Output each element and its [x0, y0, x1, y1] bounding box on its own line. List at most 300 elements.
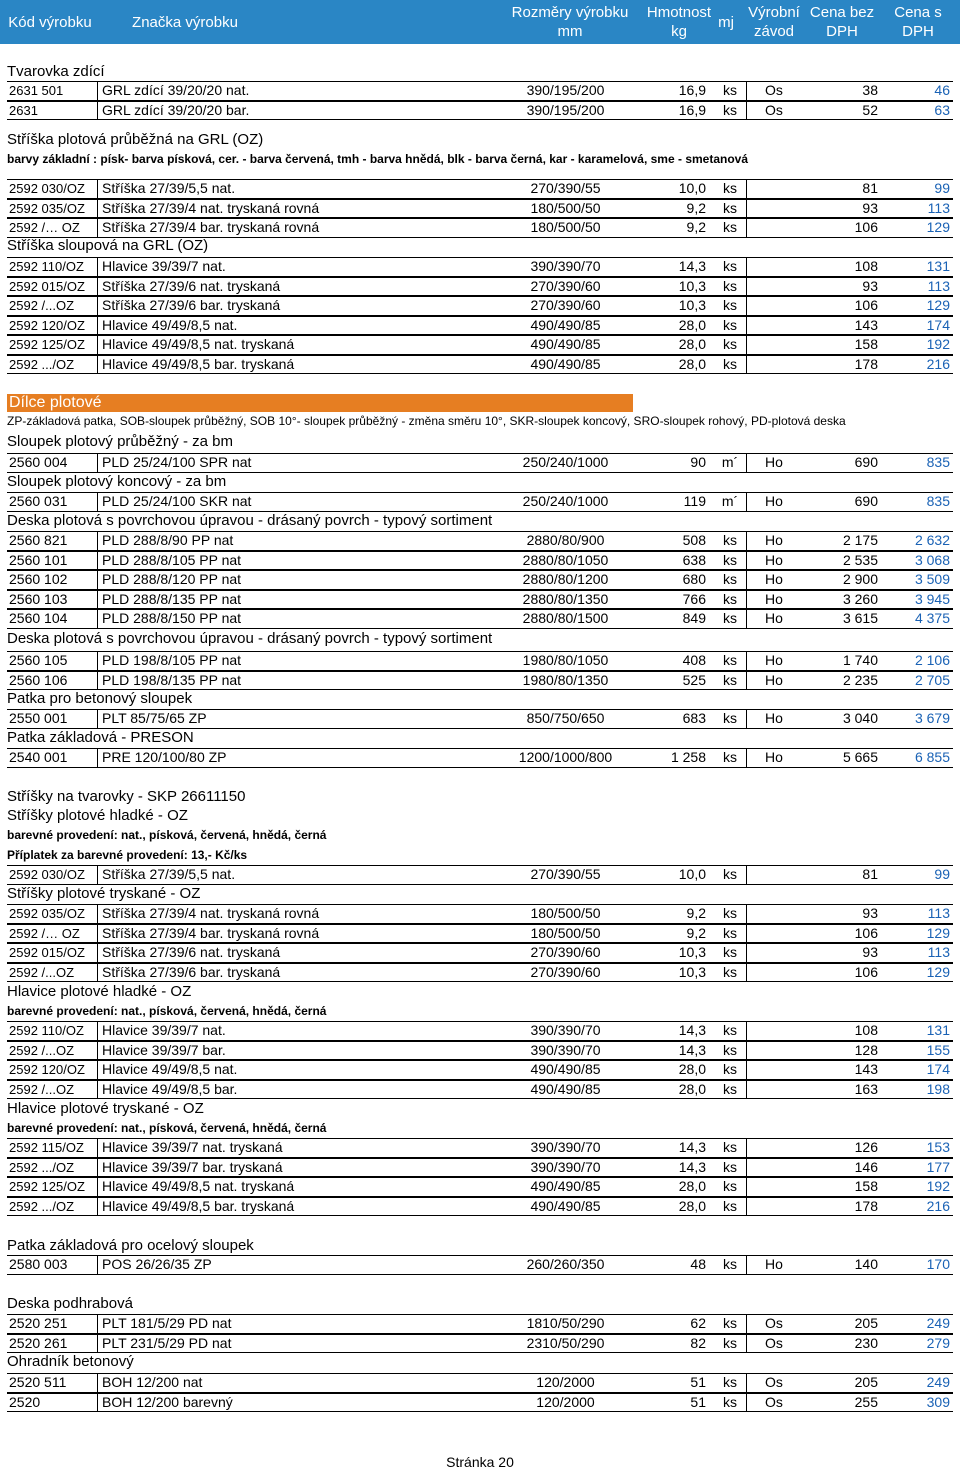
cell-price-vat: 131	[926, 258, 950, 274]
cell-price-vat: 249	[926, 1374, 950, 1390]
table-row	[0, 1177, 960, 1197]
cell-dim: 2880/80/1050	[522, 551, 609, 568]
table-row	[0, 671, 960, 691]
header-label: Cena bez	[809, 4, 875, 21]
cell-code: 2560 106	[9, 671, 68, 688]
table-header	[0, 0, 960, 44]
cell-weight: 849	[682, 610, 706, 626]
group-heading: Patka základová - PRESON	[7, 729, 194, 746]
cell-name: Hlavice 39/39/7 nat.	[102, 258, 226, 274]
cell-plant	[741, 218, 807, 238]
cell-name: GRL zdící 39/20/20 bar.	[102, 101, 250, 118]
cell-price-vat: 2 106	[914, 652, 950, 668]
cell-name: PLT 85/75/65 ZP	[102, 710, 207, 726]
cell-weight: 10,3	[678, 944, 706, 960]
cell-dim: 250/240/1000	[522, 493, 609, 509]
cell-plant: Os	[765, 101, 783, 118]
cell-plant: Ho	[765, 454, 783, 470]
cell-price-vat: 6 855	[914, 749, 950, 765]
cell-plant: Os	[765, 1315, 783, 1331]
group-heading: Ohradník betonový	[7, 1353, 134, 1370]
cell-price: 230	[854, 1334, 878, 1351]
header-label: mj	[718, 13, 734, 31]
cell-unit: ks	[723, 82, 737, 98]
table-row	[0, 570, 960, 590]
cell-price: 255	[854, 1393, 878, 1410]
table-row	[0, 179, 960, 199]
group-heading: Deska podhrabová	[7, 1295, 133, 1312]
cell-name: Hlavice 49/49/8,5 bar.	[102, 1080, 238, 1097]
cell-plant	[741, 199, 807, 219]
table-row	[0, 277, 960, 297]
table-row	[0, 257, 960, 277]
cell-divider	[97, 609, 98, 629]
cell-plant	[741, 1080, 807, 1100]
cell-plant	[741, 179, 807, 199]
cell-dim: 490/490/85	[530, 1080, 601, 1097]
cell-code: 2592 .../OZ	[9, 1159, 75, 1175]
cell-price: 81	[862, 866, 878, 882]
cell-weight: 14,3	[678, 1158, 706, 1175]
cell-name: Stříška 27/39/6 nat. tryskaná	[102, 944, 281, 960]
cell-code: 2592 015/OZ	[9, 278, 85, 294]
table-row	[0, 1138, 960, 1158]
cell-unit: m´	[721, 493, 739, 509]
cell-name: PLT 231/5/29 PD nat	[102, 1334, 232, 1351]
header-col-0	[0, 0, 100, 44]
cell-unit: ks	[723, 1061, 737, 1077]
table-row	[0, 1334, 960, 1354]
cell-unit: ks	[723, 1315, 737, 1331]
cell-divider	[97, 590, 98, 610]
cell-divider	[97, 81, 98, 101]
cell-code: 2592 125/OZ	[9, 337, 85, 352]
cell-price: 205	[854, 1374, 878, 1390]
cell-price: 140	[854, 1256, 878, 1272]
cell-divider	[97, 1060, 98, 1080]
cell-price-vat: 153	[926, 1139, 950, 1155]
cell-dim: 2880/80/1500	[522, 610, 609, 626]
cell-dim: 390/390/70	[530, 1041, 601, 1058]
header-label: Hmotnost	[646, 4, 712, 21]
cell-plant: Os	[765, 1374, 783, 1390]
cell-plant: Ho	[765, 652, 783, 668]
cell-divider	[97, 904, 98, 924]
cell-price: 52	[862, 101, 878, 118]
cell-price-vat: 113	[927, 199, 950, 216]
table-row	[0, 924, 960, 944]
cell-price: 1 740	[842, 652, 878, 668]
group-note: barevné provedení: nat., písková, červená, hnědá, černá	[7, 1004, 327, 1018]
table-row	[0, 1393, 960, 1413]
cell-price-vat: 216	[926, 1197, 950, 1214]
cell-weight: 680	[682, 571, 706, 587]
cell-divider	[97, 296, 98, 316]
cell-dim: 390/195/200	[526, 82, 605, 98]
cell-dim: 270/390/60	[530, 963, 601, 980]
header-col-2	[502, 0, 638, 44]
cell-unit: ks	[723, 199, 737, 216]
cell-code: 2592 115/OZ	[9, 1140, 84, 1155]
table-row	[0, 81, 960, 101]
table-row	[0, 1041, 960, 1061]
cell-code: 2592 030/OZ	[9, 867, 85, 882]
cell-code: 2520 511	[9, 1374, 67, 1390]
table-row	[0, 492, 960, 512]
cell-dim: 850/750/650	[526, 710, 605, 726]
cell-plant: Os	[765, 82, 783, 98]
header-col-3	[638, 0, 720, 44]
group-heading: Sloupek plotový koncový - za bm	[7, 473, 227, 490]
cell-price-vat: 835	[926, 493, 950, 509]
cell-unit: ks	[723, 1158, 737, 1175]
cell-unit: ks	[723, 258, 737, 274]
cell-code: 2592 120/OZ	[9, 1062, 85, 1077]
cell-dim: 2880/80/900	[526, 532, 605, 548]
cell-dim: 260/260/350	[526, 1256, 605, 1272]
cell-name: Hlavice 49/49/8,5 nat.	[102, 316, 238, 333]
cell-name: Hlavice 39/39/7 nat. tryskaná	[102, 1139, 283, 1155]
table-row	[0, 1314, 960, 1334]
cell-unit: ks	[723, 551, 737, 568]
cell-divider	[97, 1255, 98, 1275]
cell-divider	[97, 1197, 98, 1217]
cell-price: 690	[854, 454, 878, 470]
cell-weight: 525	[682, 671, 706, 688]
header-label: Cena s	[894, 4, 942, 21]
group-heading: Sloupek plotový průběžný - za bm	[7, 433, 233, 450]
cell-dim: 270/390/60	[530, 297, 601, 313]
cell-dim: 250/240/1000	[522, 454, 609, 470]
cell-price: 93	[862, 905, 878, 921]
cell-weight: 10,3	[678, 277, 706, 294]
cell-name: PLT 181/5/29 PD nat	[102, 1315, 232, 1331]
cell-price-vat: 2 705	[914, 671, 950, 688]
cell-plant: Ho	[765, 1256, 783, 1272]
cell-unit: ks	[723, 355, 737, 372]
cell-price-vat: 99	[934, 866, 950, 882]
cell-weight: 28,0	[678, 355, 706, 372]
table-row	[0, 1060, 960, 1080]
cell-code: 2520 261	[9, 1334, 68, 1351]
cell-plant	[741, 943, 807, 963]
header-unit: mm	[557, 23, 583, 40]
cell-dim: 390/390/70	[530, 1022, 601, 1038]
table-row	[0, 1197, 960, 1217]
cell-weight: 9,2	[686, 219, 706, 235]
cell-plant	[741, 257, 807, 277]
cell-name: Hlavice 39/39/7 bar.	[102, 1041, 226, 1058]
cell-plant	[741, 865, 807, 885]
cell-unit: ks	[723, 1139, 737, 1155]
cell-dim: 120/2000	[536, 1374, 595, 1390]
cell-price-vat: 3 509	[914, 571, 950, 587]
cell-divider	[97, 651, 98, 671]
cell-divider	[97, 1334, 98, 1354]
cell-price-vat: 192	[926, 336, 950, 352]
cell-weight: 10,0	[678, 180, 706, 196]
cell-unit: ks	[723, 532, 737, 548]
cell-code: 2592 /...OZ	[9, 298, 75, 313]
cell-code: 2560 031	[9, 493, 68, 509]
cell-divider	[97, 1041, 98, 1061]
cell-name: PLD 288/8/90 PP nat	[102, 532, 234, 548]
cell-divider	[97, 1177, 98, 1197]
cell-name: Hlavice 49/49/8,5 nat. tryskaná	[102, 336, 295, 352]
cell-unit: ks	[723, 1178, 737, 1194]
cell-unit: ks	[723, 1374, 737, 1390]
cell-price: 146	[854, 1158, 878, 1175]
cell-unit: ks	[723, 1334, 737, 1351]
cell-price-vat: 155	[926, 1041, 950, 1058]
cell-plant	[741, 335, 807, 355]
cell-divider	[97, 671, 98, 691]
cell-name: PLD 288/8/105 PP nat	[102, 551, 242, 568]
cell-name: Stříška 27/39/5,5 nat.	[102, 866, 236, 882]
cell-name: Hlavice 49/49/8,5 bar. tryskaná	[102, 1197, 295, 1214]
table-row	[0, 1255, 960, 1275]
cell-price-vat: 2 632	[914, 532, 950, 548]
cell-name: PRE 120/100/80 ZP	[102, 749, 227, 765]
cell-plant	[741, 355, 807, 375]
cell-weight: 9,2	[686, 924, 706, 941]
cell-plant	[741, 924, 807, 944]
cell-weight: 1 258	[670, 749, 706, 765]
group-heading: Patka pro betonový sloupek	[7, 690, 193, 707]
cell-code: 2592 /...OZ	[9, 1081, 75, 1097]
group-heading: Deska plotová s povrchovou úpravou - drásaný povrch - typový sortiment	[7, 512, 493, 529]
cell-price-vat: 3 068	[914, 551, 950, 568]
cell-weight: 14,3	[678, 1041, 706, 1058]
cell-code: 2560 102	[9, 571, 68, 587]
cell-price-vat: 170	[926, 1256, 950, 1272]
cell-dim: 1980/80/1350	[522, 671, 609, 688]
cell-name: Hlavice 49/49/8,5 bar. tryskaná	[102, 355, 295, 372]
cell-unit: ks	[723, 924, 737, 941]
cell-weight: 766	[682, 590, 706, 607]
cell-unit: ks	[723, 180, 737, 196]
table-row	[0, 590, 960, 610]
cell-unit: ks	[723, 336, 737, 352]
table-row	[0, 355, 960, 375]
cell-price: 108	[854, 1022, 878, 1038]
cell-plant	[741, 1177, 807, 1197]
cell-weight: 9,2	[686, 905, 706, 921]
cell-name: Stříška 27/39/4 bar. tryskaná rovná	[102, 219, 320, 235]
table-row	[0, 1080, 960, 1100]
cell-weight: 28,0	[678, 336, 706, 352]
cell-weight: 28,0	[678, 1080, 706, 1097]
group-heading: Stříšky plotové hladké - OZ	[7, 807, 188, 824]
cell-code: 2592 .../OZ	[9, 1198, 75, 1214]
table-row	[0, 453, 960, 473]
cell-price-vat: 63	[934, 101, 950, 118]
cell-dim: 390/195/200	[526, 101, 605, 118]
cell-price: 106	[854, 297, 878, 313]
cell-price: 3 040	[842, 710, 878, 726]
cell-price-vat: 129	[926, 219, 950, 235]
cell-divider	[97, 218, 98, 238]
cell-dim: 180/500/50	[530, 905, 601, 921]
table-row	[0, 709, 960, 729]
header-col-6	[808, 0, 876, 44]
cell-price: 205	[854, 1315, 878, 1331]
cell-divider	[97, 101, 98, 121]
cell-price: 2 235	[842, 671, 878, 688]
cell-divider	[97, 492, 98, 512]
cell-name: PLD 198/8/105 PP nat	[102, 652, 242, 668]
cell-divider	[97, 1080, 98, 1100]
cell-divider	[97, 335, 98, 355]
group-note: barevné provedení: nat., písková, červená, hnědá, černá	[7, 828, 327, 842]
cell-divider	[97, 1314, 98, 1334]
cell-divider	[97, 865, 98, 885]
cell-weight: 48	[690, 1256, 706, 1272]
cell-unit: ks	[723, 219, 737, 235]
cell-code: 2592 125/OZ	[9, 1179, 85, 1194]
cell-plant: Ho	[765, 610, 783, 626]
cell-unit: ks	[723, 590, 737, 607]
header-label: Výrobní	[748, 4, 800, 21]
cell-name: Hlavice 49/49/8,5 nat. tryskaná	[102, 1178, 295, 1194]
group-heading: Stříšky plotové tryskané - OZ	[7, 885, 201, 902]
cell-plant	[741, 1158, 807, 1178]
cell-weight: 28,0	[678, 316, 706, 333]
cell-price-vat: 279	[926, 1334, 950, 1351]
cell-price-vat: 174	[926, 316, 950, 333]
cell-code: 2592 /… OZ	[9, 220, 80, 235]
cell-plant: Ho	[765, 551, 783, 568]
cell-unit: ks	[723, 866, 737, 882]
cell-divider	[97, 709, 98, 729]
cell-code: 2520	[9, 1393, 41, 1410]
cell-price-vat: 198	[926, 1080, 950, 1097]
cell-price-vat: 309	[926, 1393, 950, 1410]
cell-divider	[97, 316, 98, 336]
cell-dim: 1200/1000/800	[518, 749, 613, 765]
cell-dim: 490/490/85	[530, 355, 601, 372]
cell-name: PLD 198/8/135 PP nat	[102, 671, 242, 688]
table-row	[0, 101, 960, 121]
cell-plant	[741, 316, 807, 336]
cell-weight: 51	[690, 1393, 706, 1410]
cell-plant	[741, 277, 807, 297]
cell-price-vat: 177	[926, 1158, 950, 1175]
header-label: Kód výrobku	[8, 13, 92, 31]
cell-code: 2592 035/OZ	[9, 200, 85, 216]
cell-price-vat: 249	[926, 1315, 950, 1331]
cell-dim: 490/490/85	[530, 1197, 601, 1214]
cell-weight: 62	[690, 1315, 706, 1331]
cell-divider	[97, 570, 98, 590]
table-row	[0, 963, 960, 983]
cell-code: 2520 251	[9, 1315, 68, 1331]
cell-name: PLD 25/24/100 SKR nat	[102, 493, 252, 509]
group-heading: Patka základová pro ocelový sloupek	[7, 1237, 254, 1254]
cell-plant	[741, 1197, 807, 1217]
cell-dim: 490/490/85	[530, 1178, 601, 1194]
cell-price: 3 260	[842, 590, 878, 607]
cell-name: Stříška 27/39/6 nat. tryskaná	[102, 277, 281, 294]
cell-name: Hlavice 49/49/8,5 nat.	[102, 1061, 238, 1077]
cell-code: 2592 .../OZ	[9, 356, 75, 372]
cell-price: 128	[854, 1041, 878, 1058]
cell-weight: 82	[690, 1334, 706, 1351]
group-heading: Stříška sloupová na GRL (OZ)	[7, 237, 209, 254]
cell-price-vat: 4 375	[914, 610, 950, 626]
cell-weight: 10,3	[678, 297, 706, 313]
table-row	[0, 335, 960, 355]
cell-plant	[741, 1138, 807, 1158]
header-col-4	[712, 0, 740, 44]
cell-unit: ks	[723, 944, 737, 960]
cell-divider	[97, 277, 98, 297]
cell-price: 2 175	[842, 532, 878, 548]
table-row	[0, 531, 960, 551]
cell-dim: 390/390/70	[530, 1158, 601, 1175]
cell-name: Stříška 27/39/4 nat. tryskaná rovná	[102, 199, 320, 216]
cell-plant	[741, 1060, 807, 1080]
cell-divider	[97, 355, 98, 375]
cell-weight: 119	[683, 493, 706, 509]
cell-plant	[741, 296, 807, 316]
cell-name: Stříška 27/39/6 bar. tryskaná	[102, 297, 281, 313]
cell-code: 2592 015/OZ	[9, 945, 85, 960]
cell-unit: ks	[723, 671, 737, 688]
cell-unit: ks	[723, 610, 737, 626]
cell-dim: 1980/80/1050	[522, 652, 609, 668]
cell-price: 106	[854, 219, 878, 235]
cell-divider	[97, 1158, 98, 1178]
cell-unit: ks	[723, 571, 737, 587]
cell-unit: ks	[723, 905, 737, 921]
cell-dim: 270/390/55	[530, 866, 601, 882]
group-heading: Tvarovka zdící	[7, 63, 105, 80]
cell-unit: ks	[723, 1041, 737, 1058]
cell-name: Hlavice 39/39/7 bar. tryskaná	[102, 1158, 283, 1175]
header-label: Značka výrobku	[132, 13, 238, 31]
cell-divider	[97, 257, 98, 277]
table-row	[0, 199, 960, 219]
cell-dim: 490/490/85	[530, 336, 601, 352]
header-unit: závod	[753, 23, 795, 40]
cell-plant: Ho	[765, 710, 783, 726]
cell-divider	[97, 531, 98, 551]
cell-price-vat: 131	[926, 1022, 950, 1038]
cell-code: 2560 821	[9, 532, 68, 548]
table-row	[0, 865, 960, 885]
cell-unit: ks	[723, 1022, 737, 1038]
cell-dim: 180/500/50	[530, 199, 601, 216]
cell-code: 2631	[9, 102, 38, 118]
cell-dim: 390/390/70	[530, 258, 601, 274]
cell-divider	[97, 1138, 98, 1158]
cell-price-vat: 46	[934, 82, 950, 98]
cell-name: BOH 12/200 barevný	[102, 1393, 233, 1410]
cell-price-vat: 113	[927, 277, 950, 294]
cell-plant: Ho	[765, 671, 783, 688]
cell-unit: ks	[723, 277, 737, 294]
cell-plant: Os	[765, 1334, 783, 1351]
cell-weight: 14,3	[678, 1022, 706, 1038]
table-row	[0, 943, 960, 963]
cell-price: 2 900	[842, 571, 878, 587]
cell-code: 2592 110/OZ	[9, 259, 84, 274]
cell-weight: 28,0	[678, 1061, 706, 1077]
cell-price: 178	[854, 355, 878, 372]
cell-code: 2592 030/OZ	[9, 181, 85, 196]
cell-price: 690	[854, 493, 878, 509]
